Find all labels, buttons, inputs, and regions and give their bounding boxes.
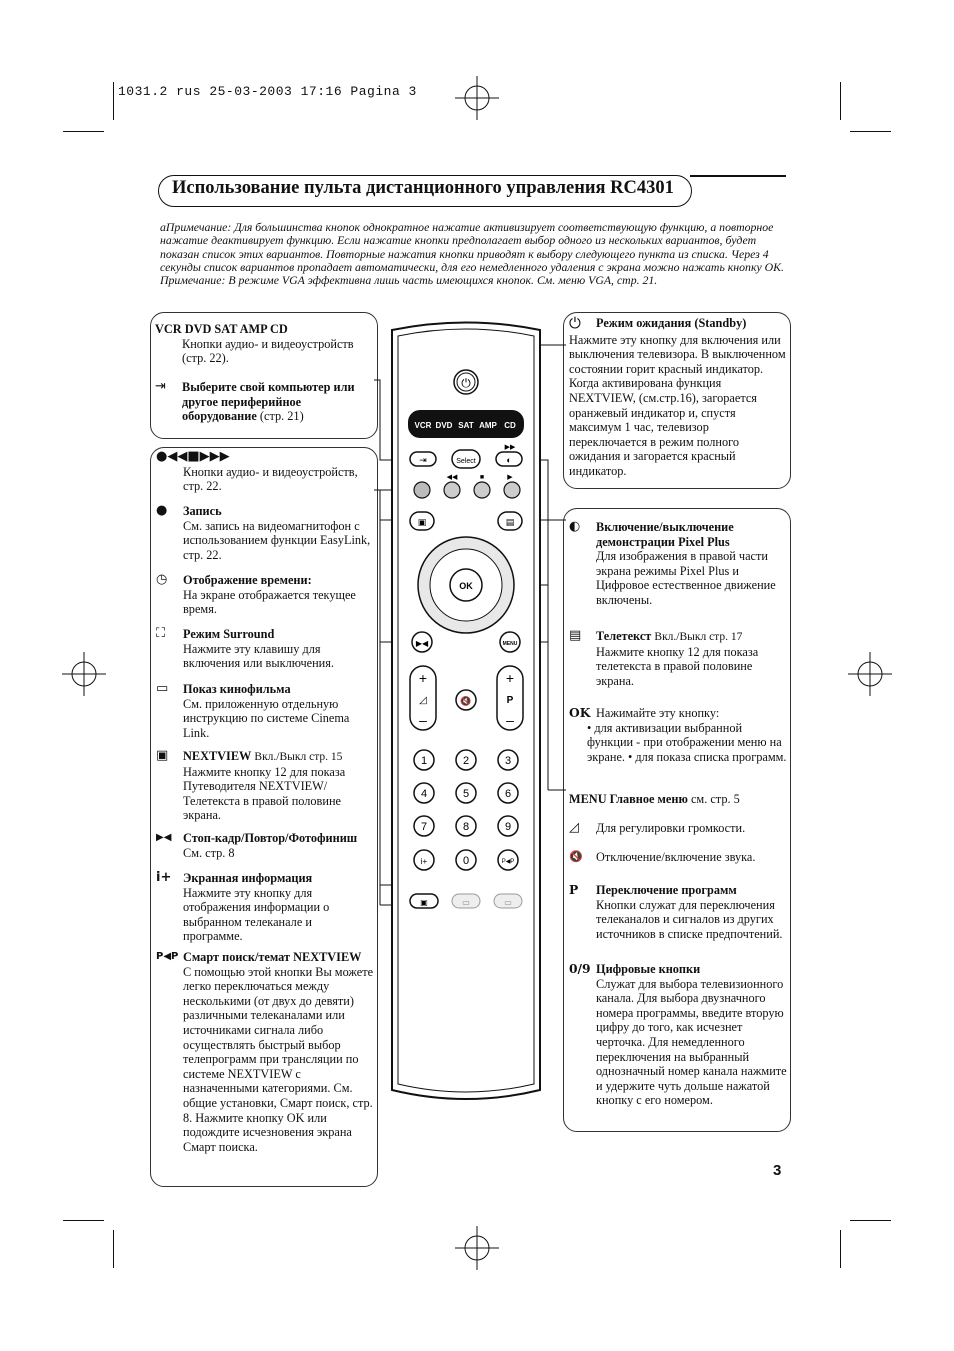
- digit-7: 7: [420, 821, 428, 833]
- surround-icon: ⛶: [156, 626, 166, 641]
- nextview-icon: ▣: [156, 748, 169, 763]
- svg-text:◐: ◐: [506, 455, 512, 465]
- right-item-digits: 0/9 Цифровые кнопки Служат для выбора телевизионного канала. Для выбора двузначного номера программы, введите вторую цифру до того, как исчезнет черточка. Для немедленного переключения на выбранный однозначный номер канала нажмите и удержите чуть дольше нажатой кнопку с его номером.: [569, 961, 787, 1108]
- svg-text:▤: ▤: [505, 517, 515, 527]
- digit-6: 6: [504, 788, 512, 800]
- ok-label: OK: [569, 705, 591, 720]
- sources-title: VCR DVD SAT AMP CD: [155, 322, 288, 336]
- select-source-icon: ⇥: [155, 379, 166, 394]
- select-title: Выберите свой компьютер или другое периферийное оборудование: [182, 380, 355, 424]
- svg-text:◿: ◿: [419, 695, 427, 706]
- note-general: аПримечание: Для большинства кнопок однократное нажатие активизирует соответствующую функцию, а повторное нажатие деактивирует функцию. Если нажатие кнопки предполагает выбор одного из нескольких вариантов, будет показан список этих вариантов. Повторные нажатия кнопки приводят к выбору следующего пункта из списка. Через 4 секунды список вариантов пропадает автоматически, для его немедленного удаления с экрана можно нажать кнопку OK.: [160, 220, 784, 274]
- svg-text:i+: i+: [420, 857, 428, 866]
- left-item-smart-search: P◀P Смарт поиск/темат NEXTVIEW С помощью этой кнопки Вы можете легко переключаться между несколькими (от двух до девяти) различными телеканалами или источниками сигнала либо осуществлять быстрый выбор телепрограмм при трансляции по системе NEXTVIEW с назначенными категориями. См. общие установки, Смарт поиск, стр. 8. Нажмите кнопку OK или подождите исчезновения экрана Смарт поиска.: [156, 950, 374, 1154]
- svg-text:🔇: 🔇: [460, 696, 472, 706]
- digits-label: 0/9: [569, 961, 591, 976]
- svg-text:+: +: [418, 670, 428, 686]
- cinema-icon: ▭: [156, 681, 169, 696]
- transport-icon: ●◀◀■▶▶▶: [156, 449, 230, 464]
- left-item-freeze: ▶◀ Стоп-кадр/Повтор/Фотофиниш См. стр. 8: [156, 831, 358, 860]
- remote-pip-label: P◀P: [501, 859, 515, 865]
- svg-text:▶▶: ▶▶: [504, 444, 516, 451]
- remote-label-cd: CD: [504, 421, 516, 430]
- digit-3: 3: [504, 755, 512, 767]
- svg-text:▶◀: ▶◀: [415, 639, 429, 648]
- left-item-info: i+ Экранная информация Нажмите эту кнопку для отображения информации о выбранном телеканале и программе.: [156, 870, 330, 944]
- teletext-icon: ▤: [569, 628, 582, 643]
- remote-label-dvd: DVD: [435, 421, 453, 430]
- right-item-mute: 🔇 Отключение/включение звука.: [569, 850, 756, 864]
- svg-text:⇥: ⇥: [419, 455, 427, 465]
- mute-icon: 🔇: [569, 850, 583, 863]
- standby-item: ⏻ Режим ожидания (Standby) Нажмите эту кнопку для включения или выключения телевизора. В выключенном состоянии горит красный индикатор. Когда активирована функция NEXTVIEW, (см.стр.16), загорается оранжевый индикатор и, спустя максимум 1 час, телевизор переключается в режим полного ожидания и загорается красный индикатор.: [569, 316, 789, 479]
- remote-select-label: Select: [456, 458, 476, 465]
- svg-text:■: ■: [479, 474, 485, 481]
- svg-text:▭: ▭: [504, 898, 512, 907]
- svg-text:⏻: ⏻: [461, 376, 471, 390]
- svg-text:–: –: [506, 712, 514, 728]
- sources-body: Кнопки аудио- и видеоустройств (стр. 22).: [182, 336, 354, 366]
- pip-icon: P◀P: [156, 951, 179, 962]
- select-suffix: (стр. 21): [259, 409, 304, 424]
- print-header: 1031.2 rus 25-03-2003 17:16 Pagina 3: [118, 84, 417, 99]
- digit-4: 4: [420, 788, 428, 800]
- remote-label-sat: SAT: [458, 421, 474, 430]
- page-number: 3: [773, 1162, 782, 1179]
- left-item-cinema: ▭ Показ кинофильма См. приложенную отдельную инструкцию по системе Cinema Link.: [156, 681, 350, 740]
- record-icon: ●: [156, 503, 168, 518]
- digit-0: 0: [462, 855, 470, 867]
- left-item-clock: ◷ Отображение времени: На экране отображается текущее время.: [156, 572, 356, 617]
- right-item-program: P Переключение программ Кнопки служат для переключения телеканалов и сигналов из других источников в списке предпочтений.: [569, 882, 783, 941]
- program-label: P: [569, 882, 579, 897]
- power-icon: ⏻: [569, 314, 581, 332]
- left-item-surround: ⛶ Режим Surround Нажмите эту клавишу для включения или выключения.: [156, 626, 334, 671]
- note-vga: Примечание: В режиме VGA эффективна лишь часть имеющихся кнопок. См. меню VGA, стр. 21.: [160, 273, 658, 288]
- svg-text:–: –: [419, 712, 427, 728]
- digit-2: 2: [462, 755, 470, 767]
- digit-1: 1: [420, 755, 428, 767]
- remote-p-label: P: [506, 695, 514, 706]
- svg-text:+: +: [505, 670, 515, 686]
- svg-text:◀◀: ◀◀: [446, 474, 458, 481]
- svg-text:▣: ▣: [417, 517, 427, 527]
- menu-label: MENU: [569, 792, 607, 806]
- standby-body: Нажмите эту кнопку для включения или выключения телевизора. В выключенном состоянии горит красный индикатор. Когда активирована функция NEXTVIEW, (см.стр.16), загорается оранжевый индикатор и, спустя максимум 1 час, телевизор переключается в режим полного ожидания и загорается красный индикатор.: [569, 332, 786, 478]
- right-item-volume: ◿ Для регулировки громкости.: [569, 820, 746, 835]
- digit-5: 5: [462, 788, 470, 800]
- clock-icon: ◷: [156, 572, 168, 587]
- freeze-icon: ▶◀: [156, 832, 172, 843]
- svg-text:▭: ▭: [462, 898, 470, 907]
- svg-text:▣: ▣: [420, 898, 428, 907]
- right-item-ok: OK Нажимайте эту кнопку: • для активизации выбранной функции - при отображении меню на экране. • для показа списка программ.: [569, 705, 787, 764]
- right-item-menu: MENU Главное меню см. стр. 5: [569, 792, 740, 806]
- info-icon: i+: [156, 870, 172, 885]
- svg-text:▶: ▶: [507, 474, 513, 481]
- left-item-nextview: ▣ NEXTVIEW Вкл./Выкл стр. 15 Нажмите кнопку 12 для показа Путеводителя NEXTVIEW/ Телетекста в правой половине экрана.: [156, 748, 346, 823]
- page-title: Использование пульта дистанционного управления RC4301: [172, 178, 674, 198]
- remote-label-vcr: VCR: [414, 421, 432, 430]
- right-item-pixelplus: ◐ Включение/выключение демонстрации Pixel Plus Для изображения в правой части экрана режимы Pixel Plus и Цифровое естественное движение включены.: [569, 519, 776, 607]
- left-item-transport: ●◀◀■▶▶▶ Кнопки аудио- и видеоустройств, стр. 22.: [156, 449, 358, 494]
- remote-label-amp: AMP: [479, 421, 497, 430]
- volume-icon: ◿: [569, 820, 579, 835]
- remote-menu-label: MENU: [502, 641, 518, 647]
- right-item-teletext: ▤ Телетекст Вкл./Выкл стр. 17 Нажмите кнопку 12 для показа телетекста в правой половине экрана.: [569, 628, 759, 688]
- remote-ok-label: OK: [459, 581, 473, 591]
- digit-8: 8: [462, 821, 470, 833]
- digit-9: 9: [504, 821, 512, 833]
- pixel-plus-icon: ◐: [569, 519, 581, 534]
- left-item-record: ● Запись См. запись на видеомагнитофон с использованием функции EasyLink, стр. 22.: [156, 503, 371, 562]
